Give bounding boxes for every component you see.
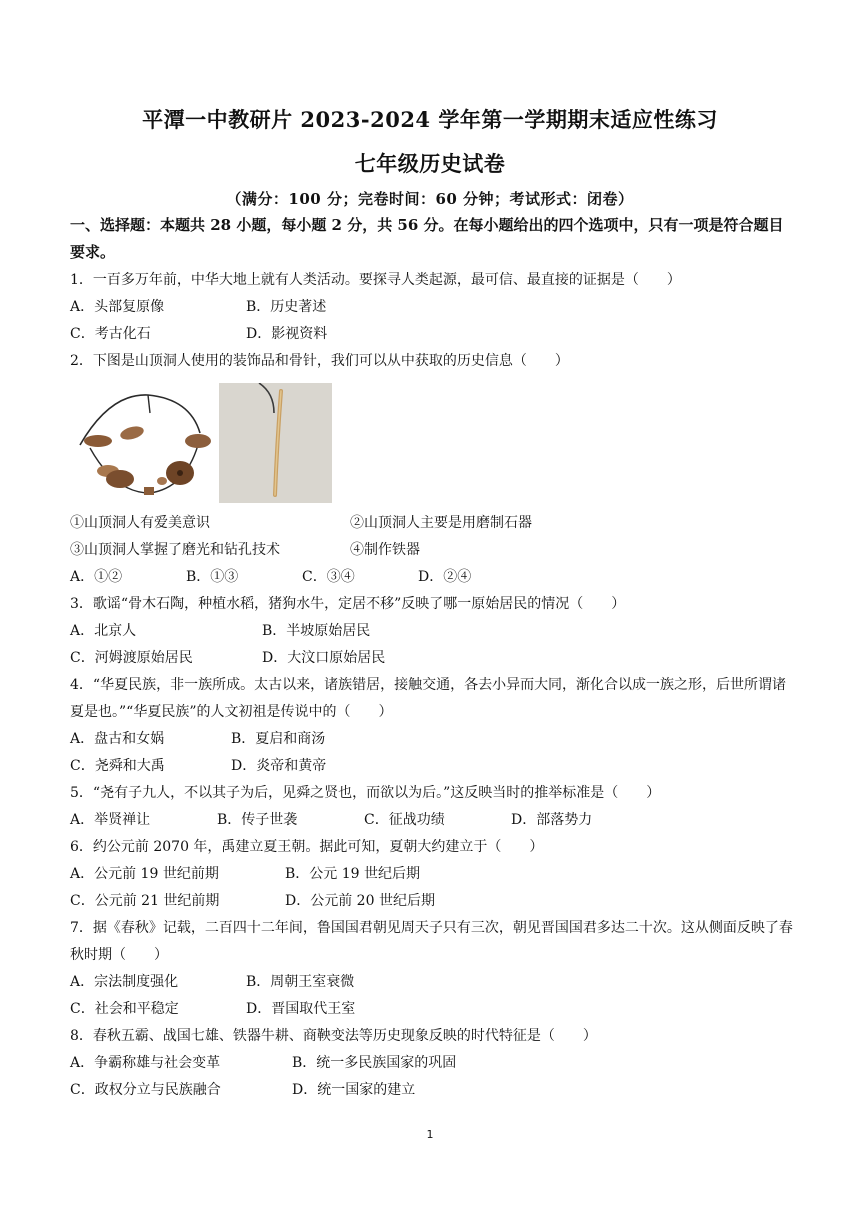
question-8-stem: 8．春秋五霸、战国七雄、铁器牛耕、商鞅变法等历史现象反映的时代特征是（ ） — [70, 1028, 597, 1044]
question-4-option-d[interactable]: D．炎帝和黄帝 — [231, 758, 327, 774]
question-1-option-d[interactable]: D．影视资料 — [246, 326, 328, 342]
question-5-stem: 5．“尧有子九人，不以其子为后，见舜之贤也，而欲以为后。”这反映当时的推举标准是（ ） — [70, 785, 661, 801]
question-2-statement-2: ②山顶洞人主要是用磨制石器 — [350, 515, 532, 531]
question-5-option-b[interactable]: B．传子世袭 — [217, 812, 298, 828]
bone-needle-image — [219, 383, 332, 503]
question-6-option-b[interactable]: B．公元 19 世纪后期 — [285, 866, 421, 882]
question-7-option-d[interactable]: D．晋国取代王室 — [246, 1001, 356, 1017]
question-8-option-d[interactable]: D．统一国家的建立 — [292, 1082, 416, 1098]
question-7-option-b[interactable]: B．周朝王室衰微 — [246, 974, 355, 990]
question-5-option-c[interactable]: C．征战功绩 — [364, 812, 445, 828]
question-4-option-b[interactable]: B．夏启和商汤 — [231, 731, 326, 747]
question-2-statement-3: ③山顶洞人掌握了磨光和钻孔技术 — [70, 542, 280, 558]
question-3-option-c[interactable]: C．河姆渡原始居民 — [70, 650, 193, 666]
question-2-option-d[interactable]: D．②④ — [418, 569, 472, 585]
question-8-option-c[interactable]: C．政权分立与民族融合 — [70, 1082, 221, 1098]
question-1-option-c[interactable]: C．考古化石 — [70, 326, 151, 342]
question-6-stem: 6．约公元前 2070 年，禹建立夏王朝。据此可知，夏朝大约建立于（ ） — [70, 839, 544, 855]
question-7-stem: 7．据《春秋》记载，二百四十二年间，鲁国国君朝见周天子只有三次，朝见晋国国君多达二十次。这从侧面反映了春秋时期（ ） — [70, 920, 793, 963]
question-2-stem: 2．下图是山顶洞人使用的装饰品和骨针，我们可以从中获取的历史信息（ ） — [70, 353, 569, 369]
question-5-option-a[interactable]: A．举贤禅让 — [70, 812, 151, 828]
question-8-option-a[interactable]: A．争霸称雄与社会变革 — [70, 1055, 221, 1071]
question-2-statement-1: ①山顶洞人有爱美意识 — [70, 515, 210, 531]
question-3-option-a[interactable]: A．北京人 — [70, 623, 137, 639]
question-4-stem: 4．“华夏民族，非一族所成。太古以来，诸族错居，接触交通，各去小异而大同，渐化合以成一族之形，后世所谓诸夏是也。”“华夏民族”的人文初祖是传说中的（ ） — [70, 677, 787, 720]
question-8-option-b[interactable]: B．统一多民族国家的巩固 — [292, 1055, 457, 1071]
question-2-option-c[interactable]: C．③④ — [302, 569, 355, 585]
question-1-stem: 1．一百多万年前，中华大地上就有人类活动。要探寻人类起源，最可信、最直接的证据是（ ） — [70, 272, 681, 288]
section-heading: 一、选择题：本题共 28 小题，每小题 2 分，共 56 分。在每小题给出的四个选项中，只有一项是符合题目要求。 — [70, 216, 784, 261]
question-3-stem: 3．歌谣“骨木石陶，种植水稻，猪狗水牛，定居不移”反映了哪一原始居民的情况（ ） — [70, 596, 626, 612]
question-6-option-c[interactable]: C．公元前 21 世纪前期 — [70, 893, 220, 909]
exam-title: 平潭一中教研片 2023-2024 学年第一学期期末适应性练习 — [142, 107, 718, 132]
question-7-option-a[interactable]: A．宗法制度强化 — [70, 974, 179, 990]
question-4-option-a[interactable]: A．盘古和女娲 — [70, 731, 165, 747]
page-number: 1 — [426, 1128, 434, 1141]
question-5-option-d[interactable]: D．部落势力 — [511, 812, 593, 828]
question-2-statement-4: ④制作铁器 — [350, 542, 420, 558]
question-2-option-b[interactable]: B．①③ — [186, 569, 239, 585]
question-6-option-d[interactable]: D．公元前 20 世纪后期 — [285, 893, 435, 909]
question-1-option-b[interactable]: B．历史著述 — [246, 299, 327, 315]
question-1-option-a[interactable]: A．头部复原像 — [70, 299, 165, 315]
question-4-option-c[interactable]: C．尧舜和大禹 — [70, 758, 165, 774]
question-2-option-a[interactable]: A．①② — [70, 569, 123, 585]
question-6-option-a[interactable]: A．公元前 19 世纪前期 — [70, 866, 219, 882]
question-3-option-b[interactable]: B．半坡原始居民 — [262, 623, 371, 639]
ornament-necklace-image — [70, 383, 215, 503]
exam-info: （满分：100 分；完卷时间：60 分钟；考试形式：闭卷） — [226, 190, 634, 208]
question-3-option-d[interactable]: D．大汶口原始居民 — [262, 650, 386, 666]
question-7-option-c[interactable]: C．社会和平稳定 — [70, 1001, 179, 1017]
exam-subtitle: 七年级历史试卷 — [354, 151, 506, 176]
